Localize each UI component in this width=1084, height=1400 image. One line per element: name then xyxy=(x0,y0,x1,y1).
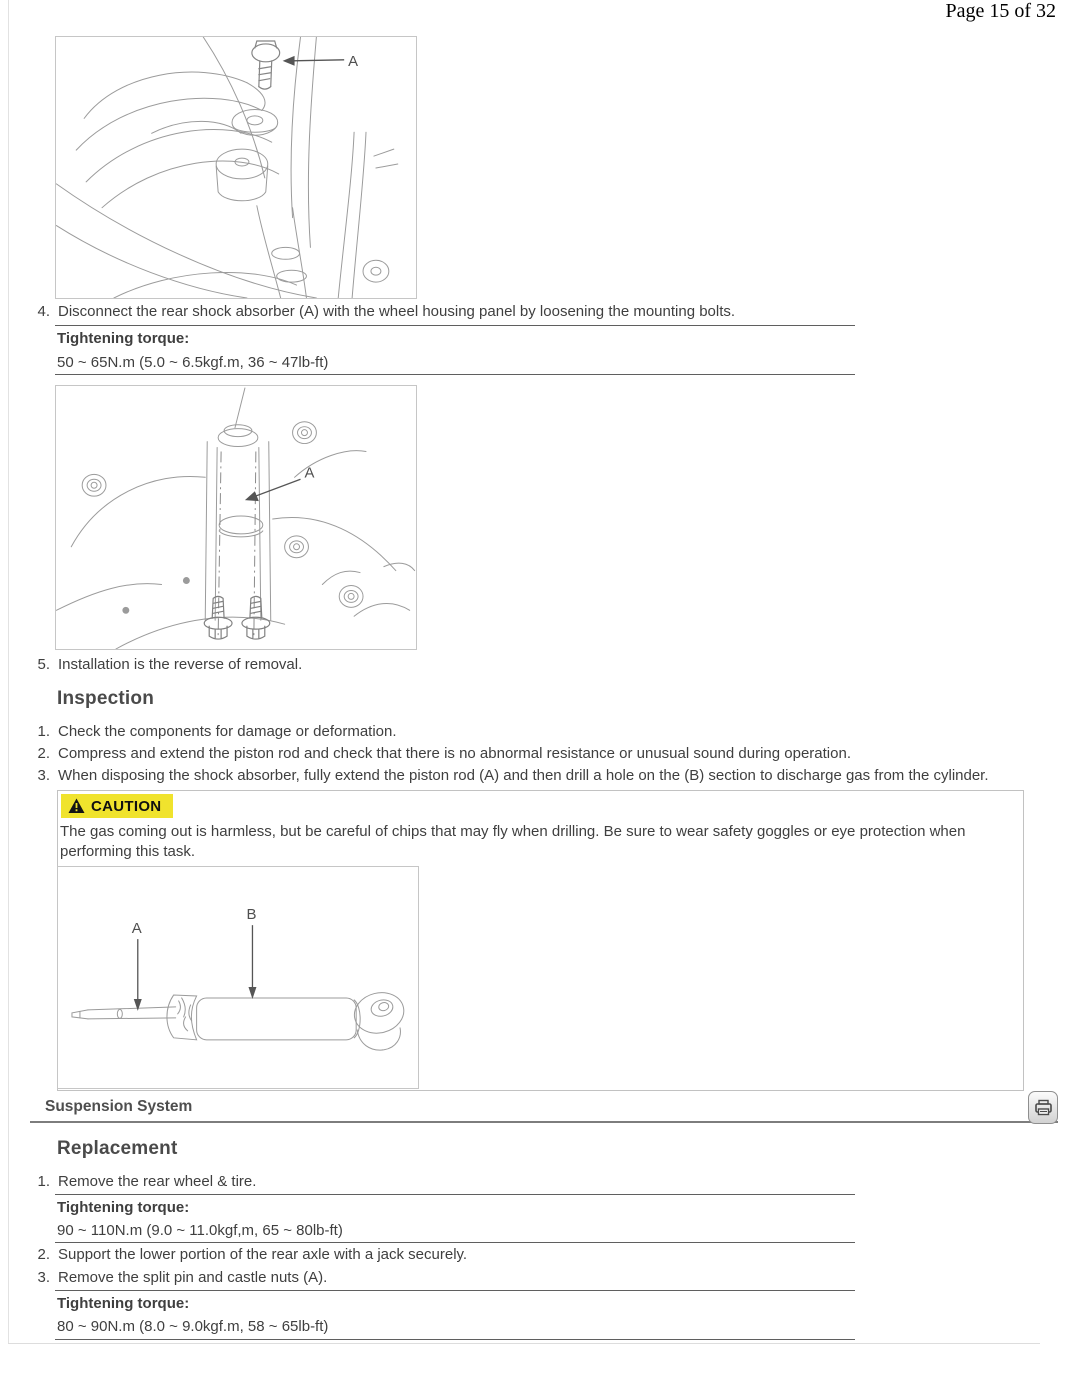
step-text: Remove the split pin and castle nuts (A). xyxy=(58,1269,328,1286)
page-frame-left-border xyxy=(8,0,9,1344)
warning-triangle-icon xyxy=(68,798,85,814)
step-text: Disconnect the rear shock absorber (A) with the wheel housing panel by loosening the mounting bolts. xyxy=(58,303,736,320)
torque-value: 50 ~ 65N.m (5.0 ~ 6.5kgf.m, 36 ~ 47lb-ft) xyxy=(57,354,329,371)
replacement-step-2 xyxy=(30,1246,467,1265)
page-indicator: Page 15 of 32 xyxy=(945,0,1056,22)
step-text: Remove the rear wheel & tire. xyxy=(58,1173,257,1190)
step-number: 5. xyxy=(37,656,50,673)
removal-step-5 xyxy=(30,656,302,675)
footer-divider xyxy=(30,1121,1058,1123)
step-text: Installation is the reverse of removal. xyxy=(58,656,303,673)
caution-badge xyxy=(61,794,173,818)
callout-a xyxy=(283,54,358,70)
torque-label: Tightening torque: xyxy=(57,1295,190,1312)
removal-step-4 xyxy=(30,303,735,322)
printer-icon xyxy=(1034,1098,1053,1117)
caution-box xyxy=(57,790,1024,1091)
figure-shock-wheel-housing xyxy=(55,385,417,650)
shock-wheel-housing-illustration xyxy=(56,386,416,649)
shock-drill-points-illustration xyxy=(58,867,418,1088)
divider xyxy=(55,374,855,375)
inspection-step-1 xyxy=(30,723,397,742)
step-number: 3. xyxy=(37,767,50,784)
section-title-footer: Suspension System xyxy=(45,1098,193,1115)
figure-rear-shock-upper-mount xyxy=(55,36,417,299)
torque-label: Tightening torque: xyxy=(57,330,190,347)
lower-mounting-bolts-drawing xyxy=(204,596,270,639)
divider xyxy=(55,1194,855,1195)
shock-upper-mount-illustration xyxy=(56,37,416,298)
step-text: Support the lower portion of the rear axle with a jack securely. xyxy=(58,1246,468,1263)
torque-label: Tightening torque: xyxy=(57,1199,190,1216)
inspection-step-2 xyxy=(30,745,851,764)
step-number: 4. xyxy=(37,303,50,320)
divider xyxy=(55,1242,855,1243)
torque-value: 90 ~ 110N.m (9.0 ~ 11.0kgf,m, 65 ~ 80lb-ft) xyxy=(57,1222,343,1239)
replacement-step-1 xyxy=(30,1173,256,1192)
step-number: 3. xyxy=(37,1269,50,1286)
step-number: 1. xyxy=(37,723,50,740)
inspection-step-3 xyxy=(30,767,989,786)
step-text: Compress and extend the piston rod and check that there is no abnormal resistance or unusual sound during operation. xyxy=(58,745,851,762)
callout-b xyxy=(246,906,256,999)
figure3-label-a: A xyxy=(131,920,142,938)
mounting-bolt-drawing xyxy=(252,41,280,89)
page-frame-bottom-border xyxy=(8,1343,1040,1344)
inspection-heading: Inspection xyxy=(57,688,155,709)
replacement-heading: Replacement xyxy=(57,1138,178,1159)
step-text: When disposing the shock absorber, fully extend the piston rod (A) and then drill a hole on the (B) section to discharge gas from the cylinder. xyxy=(58,767,989,784)
divider xyxy=(55,1290,855,1291)
replacement-step-3 xyxy=(30,1269,327,1288)
torque-value: 80 ~ 90N.m (8.0 ~ 9.0kgf.m, 58 ~ 65lb-ft) xyxy=(57,1318,329,1335)
figure-shock-drill-points xyxy=(57,866,419,1089)
caution-label: CAUTION xyxy=(91,797,162,815)
step-number: 1. xyxy=(37,1173,50,1190)
figure2-label-a: A xyxy=(304,465,315,482)
step-number: 2. xyxy=(37,1246,50,1263)
step-text: Check the components for damage or deformation. xyxy=(58,723,397,740)
divider xyxy=(55,325,855,326)
caution-text: The gas coming out is harmless, but be careful of chips that may fly when drilling. Be sure to wear safety goggles or eye protection when performing this task. xyxy=(60,823,966,861)
print-button[interactable] xyxy=(1028,1091,1058,1124)
step-number: 2. xyxy=(37,745,50,762)
figure1-label-a: A xyxy=(348,53,359,70)
divider xyxy=(55,1339,855,1340)
figure3-label-b: B xyxy=(246,906,257,924)
callout-a xyxy=(132,920,142,1011)
